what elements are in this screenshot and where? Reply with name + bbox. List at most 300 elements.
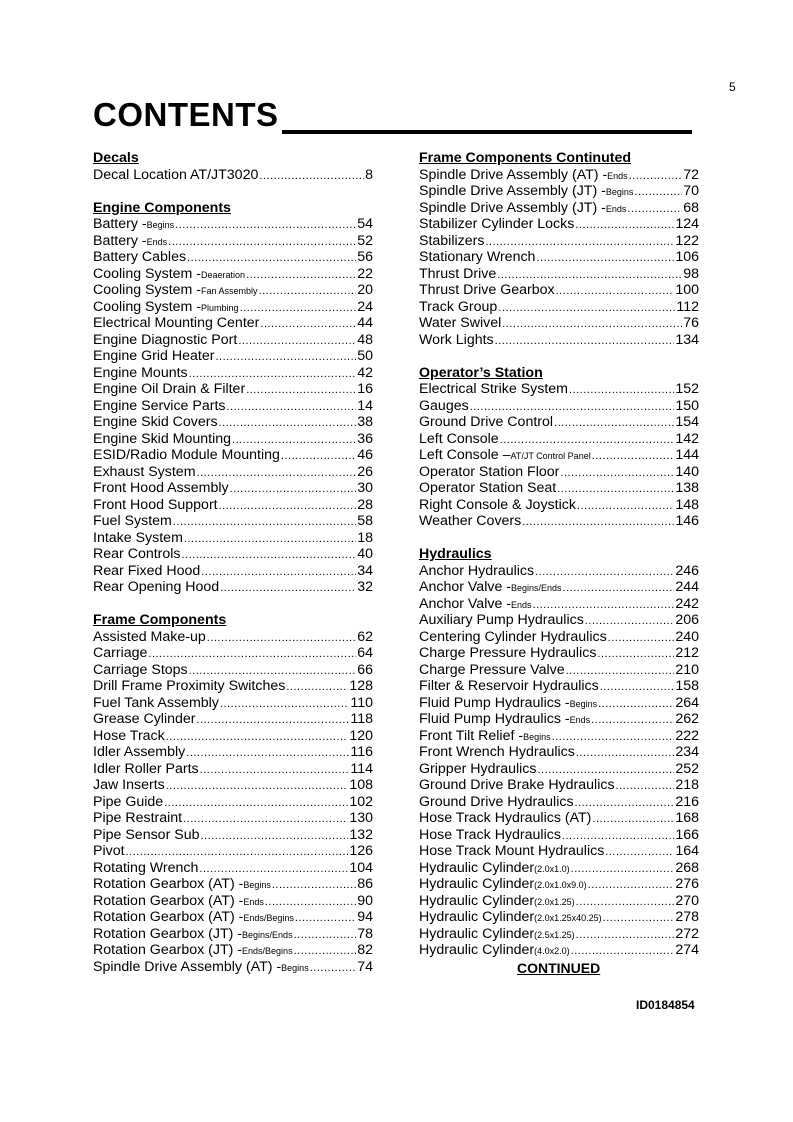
dot-leader	[533, 597, 675, 614]
toc-entry[interactable]	[419, 315, 699, 332]
toc-entry[interactable]	[419, 596, 699, 613]
page-title: CONTENTS	[93, 96, 279, 133]
entry-title: Rotation Gearbox (JT) -	[93, 925, 243, 942]
toc-entry[interactable]	[93, 348, 373, 365]
dot-leader	[498, 300, 675, 317]
toc-entry[interactable]	[419, 183, 699, 200]
entry-page-number: 222	[675, 727, 699, 744]
entry-page-number: 110	[350, 694, 373, 711]
toc-entry[interactable]	[93, 513, 373, 530]
dot-leader	[259, 168, 364, 185]
dot-leader	[310, 960, 357, 977]
continued-label: CONTINUED	[517, 960, 601, 976]
toc-entry[interactable]	[93, 299, 373, 316]
entry-qualifier: Ends	[511, 599, 532, 610]
toc-section	[93, 200, 373, 596]
dot-leader	[571, 861, 675, 878]
entry-page-number: 244	[675, 579, 699, 595]
dot-leader	[495, 333, 675, 350]
entry-qualifier: (2.0x1.25x40.25)	[534, 913, 602, 923]
entry-title: Thrust Drive Gearbox	[419, 282, 555, 298]
entry-title: Fluid Pump Hydraulics -	[419, 694, 570, 711]
toc-entry[interactable]	[419, 761, 699, 778]
toc-entry[interactable]	[419, 398, 699, 415]
entry-page-number: 134	[675, 331, 699, 348]
entry-page-number: 246	[675, 562, 699, 579]
toc-entry[interactable]	[93, 546, 373, 563]
toc-entry[interactable]	[93, 464, 373, 481]
entry-title: Track Group	[419, 298, 498, 315]
entry-page-number: 72	[683, 166, 699, 183]
toc-entry[interactable]	[419, 612, 699, 629]
entry-title: Drill Frame Proximity Switches	[93, 678, 286, 694]
entry-title: Stabilizer Cylinder Locks	[419, 216, 575, 232]
entry-title: Pipe Guide	[93, 793, 164, 810]
dot-leader	[166, 729, 349, 746]
toc-entry[interactable]	[93, 761, 373, 778]
entry-page-number: 16	[357, 381, 373, 397]
toc-entry[interactable]	[93, 216, 373, 233]
entry-title: Weather Covers	[419, 513, 522, 529]
toc-entry[interactable]	[93, 282, 373, 299]
toc-entry[interactable]	[93, 942, 373, 959]
dot-leader	[126, 844, 349, 861]
toc-entry[interactable]	[419, 909, 699, 926]
dot-leader	[576, 745, 674, 762]
dot-leader	[629, 168, 683, 185]
entry-title: Stabilizers	[419, 232, 485, 249]
entry-title: Left Console	[419, 430, 499, 447]
toc-entry[interactable]	[93, 414, 373, 431]
entry-page-number: 142	[675, 430, 699, 447]
toc-entry[interactable]	[419, 563, 699, 580]
entry-page-number: 114	[350, 760, 373, 777]
entry-page-number: 242	[675, 595, 699, 612]
entry-title: Assisted Make-up	[93, 628, 206, 645]
entry-title: Engine Service Parts	[93, 397, 226, 414]
dot-leader	[566, 663, 675, 680]
entry-title: Engine Skid Covers	[93, 414, 218, 430]
dot-leader	[207, 630, 356, 647]
entry-qualifier: Plumbing	[201, 302, 239, 313]
dot-leader	[184, 531, 356, 548]
entry-page-number: 52	[357, 232, 373, 249]
dot-leader	[286, 679, 348, 696]
entry-page-number: 138	[675, 480, 699, 496]
entry-title: Rotating Wrench	[93, 859, 199, 876]
entry-page-number: 164	[675, 843, 699, 859]
entry-title: Hydraulic Cylinder	[419, 876, 535, 892]
entry-page-number: 274	[675, 942, 699, 958]
entry-page-number: 54	[357, 216, 373, 232]
entry-page-number: 98	[683, 265, 699, 282]
entry-title: Front Hood Assembly	[93, 480, 229, 496]
toc-entry[interactable]	[93, 167, 373, 184]
entry-qualifier: Ends	[569, 715, 591, 725]
entry-title: ESID/Radio Module Mounting	[93, 447, 280, 463]
entry-page-number: 56	[357, 249, 373, 265]
toc-entry[interactable]	[93, 794, 373, 811]
entry-page-number: 218	[675, 777, 699, 793]
dot-leader	[600, 679, 675, 696]
toc-entry[interactable]	[93, 645, 373, 662]
entry-page-number: 74	[357, 958, 373, 975]
entry-title: Fuel System	[93, 513, 172, 529]
dot-leader	[497, 267, 682, 284]
toc-entry[interactable]	[419, 645, 699, 662]
dot-leader	[189, 366, 357, 383]
toc-entry[interactable]	[419, 942, 699, 959]
dot-leader	[182, 547, 357, 564]
entry-title: Operator Station Seat	[419, 480, 557, 496]
dot-leader	[272, 877, 356, 894]
entry-title: Left Console –	[419, 447, 511, 463]
entry-page-number: 50	[357, 348, 373, 364]
entry-title: Idler Roller Parts	[93, 760, 199, 777]
toc-entry[interactable]	[93, 909, 373, 926]
toc-entry[interactable]	[93, 959, 373, 976]
toc-entry[interactable]	[419, 860, 699, 877]
entry-page-number: 102	[349, 793, 373, 810]
dot-leader	[563, 580, 675, 597]
entry-title: Engine Grid Heater	[93, 348, 215, 364]
entry-page-number: 30	[357, 480, 373, 496]
entry-qualifier: (4.0x2.0)	[534, 946, 570, 956]
dot-leader	[591, 712, 674, 729]
toc-entry[interactable]	[419, 332, 699, 349]
toc-entry[interactable]	[419, 893, 699, 910]
entry-page-number: 108	[349, 777, 373, 793]
entry-title: Front Wrench Hydraulics	[419, 744, 575, 760]
dot-leader	[485, 234, 674, 251]
entry-page-number: 68	[683, 199, 699, 216]
entry-title: Front Tilt Relief -	[419, 727, 524, 744]
toc-entry[interactable]	[93, 480, 373, 497]
dot-leader	[556, 283, 675, 300]
entry-title: Electrical Mounting Center	[93, 315, 260, 331]
toc-entry[interactable]	[93, 398, 373, 415]
toc-entry[interactable]	[93, 876, 373, 893]
dot-leader	[238, 333, 356, 350]
entry-title: Spindle Drive Assembly (JT) -	[419, 183, 606, 199]
entry-page-number: 158	[675, 678, 699, 694]
entry-title: Front Hood Support	[93, 496, 218, 513]
entry-page-number: 38	[357, 414, 373, 430]
entry-page-number: 70	[683, 183, 699, 199]
entry-qualifier: Begins/Ends	[242, 929, 293, 940]
dot-leader	[259, 283, 357, 300]
entry-page-number: 122	[675, 232, 699, 249]
toc-entry[interactable]	[419, 728, 699, 745]
entry-page-number: 264	[675, 694, 699, 711]
entry-page-number: 24	[357, 298, 373, 315]
toc-entry[interactable]	[93, 860, 373, 877]
toc-entry[interactable]	[419, 695, 699, 712]
dot-leader	[560, 465, 674, 482]
toc-entry[interactable]	[419, 777, 699, 794]
entry-qualifier: Deaeration	[201, 269, 246, 280]
toc-section	[93, 612, 373, 975]
dot-leader	[168, 234, 356, 251]
entry-title: Engine Mounts	[93, 364, 188, 381]
toc-entry[interactable]	[93, 678, 373, 695]
dot-leader	[294, 927, 357, 944]
entry-page-number: 270	[675, 892, 699, 909]
entry-title: Rear Controls	[93, 546, 181, 562]
entry-title: Cooling System -	[93, 265, 202, 282]
entry-page-number: 166	[675, 826, 699, 843]
toc-entry[interactable]	[419, 282, 699, 299]
toc-entry[interactable]	[93, 695, 373, 712]
toc-entry[interactable]	[93, 662, 373, 679]
dot-leader	[535, 564, 674, 581]
dot-leader	[585, 613, 675, 630]
entry-title: Pipe Restraint	[93, 810, 183, 826]
toc-entry[interactable]	[93, 530, 373, 547]
entry-qualifier: Begins	[523, 731, 551, 742]
entry-title: Rotation Gearbox (JT) -	[93, 942, 243, 958]
dot-leader	[186, 745, 349, 762]
toc-entry[interactable]	[419, 497, 699, 514]
entry-title: Hose Track Mount Hydraulics	[419, 843, 605, 859]
toc-section	[93, 150, 373, 183]
entry-title: Gauges	[419, 397, 469, 414]
toc-entry[interactable]	[419, 926, 699, 943]
entry-title: Spindle Drive Assembly (AT) -	[419, 166, 608, 183]
entry-qualifier: Begins	[243, 880, 271, 890]
dot-leader	[575, 795, 675, 812]
entry-title: Charge Pressure Hydraulics	[419, 645, 597, 661]
toc-entry[interactable]	[419, 266, 699, 283]
dot-leader	[148, 646, 356, 663]
entry-title: Anchor Hydraulics	[419, 562, 535, 579]
entry-page-number: 118	[350, 711, 373, 727]
entry-qualifier: Ends	[146, 236, 168, 247]
entry-title: Operator Station Floor	[419, 463, 560, 480]
dot-leader	[230, 481, 357, 498]
entry-page-number: 268	[675, 859, 699, 876]
toc-entry[interactable]	[93, 497, 373, 514]
dot-leader	[200, 828, 348, 845]
entry-page-number: 240	[675, 628, 699, 645]
entry-title: Rear Fixed Hood	[93, 562, 201, 579]
toc-entry[interactable]	[93, 711, 373, 728]
entry-title: Spindle Drive Assembly (AT) -	[93, 958, 282, 975]
entry-title: Filter & Reservoir Hydraulics	[419, 678, 599, 694]
entry-title: Rotation Gearbox (AT) -	[93, 892, 244, 909]
entry-page-number: 36	[357, 430, 373, 447]
entry-title: Stationary Wrench	[419, 249, 536, 265]
toc-entry[interactable]	[93, 365, 373, 382]
toc-entry[interactable]	[93, 893, 373, 910]
toc-entry[interactable]	[419, 843, 699, 860]
toc-entry[interactable]	[419, 662, 699, 679]
entry-page-number: 262	[675, 711, 699, 727]
entry-title: Ground Drive Brake Hydraulics	[419, 777, 615, 793]
entry-page-number: 128	[349, 678, 373, 694]
entry-page-number: 20	[357, 282, 373, 298]
dot-leader	[281, 448, 356, 465]
toc-entry[interactable]	[93, 777, 373, 794]
dot-leader	[240, 300, 357, 317]
entry-page-number: 26	[357, 463, 373, 480]
toc-entry[interactable]	[419, 827, 699, 844]
toc-entry[interactable]	[93, 926, 373, 943]
entry-page-number: 34	[357, 562, 373, 579]
dot-leader	[183, 811, 348, 828]
toc-entry[interactable]	[419, 579, 699, 596]
dot-leader	[187, 250, 356, 267]
entry-page-number: 44	[357, 315, 373, 331]
entry-page-number: 100	[675, 282, 699, 298]
toc-entry[interactable]	[419, 381, 699, 398]
entry-qualifier: Ends/Begins	[243, 913, 294, 923]
page-number: 5	[729, 80, 736, 94]
entry-title: Battery -	[93, 216, 147, 232]
toc-entry[interactable]	[419, 447, 699, 464]
toc-entry[interactable]	[419, 744, 699, 761]
toc-entry[interactable]	[419, 200, 699, 217]
toc-entry[interactable]	[419, 464, 699, 481]
entry-title: Pipe Sensor Sub	[93, 826, 200, 843]
toc-entry[interactable]	[93, 249, 373, 266]
entry-page-number: 48	[357, 331, 373, 348]
toc-entry[interactable]	[419, 678, 699, 695]
entry-qualifier: Begins	[605, 187, 634, 197]
entry-page-number: 216	[675, 793, 699, 810]
entry-title: Grease Cylinder	[93, 711, 196, 727]
dot-leader	[294, 943, 357, 960]
dot-leader	[557, 481, 674, 498]
dot-leader	[569, 382, 674, 399]
dot-leader	[226, 399, 356, 416]
toc-entry[interactable]	[419, 876, 699, 893]
toc-section	[419, 365, 699, 530]
toc-entry[interactable]	[419, 810, 699, 827]
entry-page-number: 18	[357, 529, 373, 546]
toc-entry[interactable]	[93, 728, 373, 745]
toc-entry[interactable]	[419, 414, 699, 431]
dot-leader	[219, 415, 357, 432]
entry-page-number: 154	[675, 414, 699, 430]
toc-entry[interactable]	[419, 216, 699, 233]
dot-leader	[502, 316, 682, 333]
toc-entry[interactable]	[93, 629, 373, 646]
dot-leader	[246, 267, 356, 284]
toc-entry[interactable]	[93, 233, 373, 250]
toc-entry[interactable]	[93, 431, 373, 448]
entry-title: Carriage	[93, 645, 148, 661]
toc-entry[interactable]	[93, 381, 373, 398]
dot-leader	[603, 910, 675, 927]
entry-title: Hose Track	[93, 727, 165, 744]
entry-title: Hydraulic Cylinder	[419, 909, 535, 925]
toc-entry[interactable]	[93, 827, 373, 844]
toc-entry[interactable]	[419, 513, 699, 530]
entry-page-number: 8	[365, 166, 373, 183]
dot-leader	[608, 630, 675, 647]
entry-title: Fuel Tank Assembly	[93, 694, 219, 711]
toc-entry[interactable]	[419, 249, 699, 266]
entry-title: Carriage Stops	[93, 661, 188, 678]
dot-leader	[260, 316, 356, 333]
entry-page-number: 94	[357, 909, 373, 925]
entry-title: Hose Track Hydraulics (AT)	[419, 810, 592, 826]
section-heading: Decals	[93, 150, 139, 166]
entry-title: Hose Track Hydraulics	[419, 826, 561, 843]
toc-entry[interactable]	[93, 843, 373, 860]
entry-page-number: 124	[675, 216, 699, 232]
toc-entry[interactable]	[419, 794, 699, 811]
section-heading: Frame Components	[93, 612, 227, 628]
toc-entry[interactable]	[419, 233, 699, 250]
entry-page-number: 152	[675, 381, 699, 397]
entry-page-number: 90	[357, 892, 373, 909]
toc-entry[interactable]	[93, 332, 373, 349]
entry-qualifier: Ends	[243, 896, 264, 907]
entry-page-number: 210	[675, 661, 699, 678]
entry-page-number: 212	[675, 645, 699, 661]
dot-leader	[592, 811, 674, 828]
entry-page-number: 144	[675, 447, 699, 463]
toc-entry[interactable]	[419, 167, 699, 184]
entry-qualifier: Begins	[569, 698, 598, 709]
toc-entry[interactable]	[93, 266, 373, 283]
entry-page-number: 120	[349, 727, 373, 744]
dot-leader	[197, 712, 350, 729]
dot-leader	[571, 943, 675, 960]
toc-entry[interactable]	[419, 480, 699, 497]
entry-page-number: 86	[357, 876, 373, 892]
dot-leader	[175, 217, 356, 234]
entry-title: Battery Cables	[93, 249, 187, 265]
dot-leader	[627, 201, 682, 218]
entry-page-number: 132	[349, 826, 373, 843]
entry-qualifier: Ends	[605, 203, 627, 214]
toc-entry[interactable]	[93, 810, 373, 827]
entry-title: Jaw Inserts	[93, 777, 165, 793]
entry-page-number: 14	[357, 397, 373, 414]
entry-title: Rotation Gearbox (AT) -	[93, 876, 244, 892]
dot-leader	[575, 217, 674, 234]
dot-leader	[522, 514, 674, 531]
section-heading: Hydraulics	[419, 546, 492, 562]
dot-leader	[597, 646, 674, 663]
toc-entry[interactable]	[93, 563, 373, 580]
toc-entry[interactable]	[93, 447, 373, 464]
entry-title: Engine Diagnostic Port	[93, 331, 238, 348]
toc-entry[interactable]	[419, 299, 699, 316]
toc-entry[interactable]	[93, 579, 373, 596]
entry-qualifier: AT/JT Control Panel	[510, 451, 591, 461]
toc-entry[interactable]	[419, 711, 699, 728]
section-heading: Operator’s Station	[419, 364, 543, 381]
entry-page-number: 58	[357, 513, 373, 529]
entry-title: Engine Oil Drain & Filter	[93, 381, 246, 397]
toc-entry[interactable]	[93, 315, 373, 332]
toc-section	[419, 546, 699, 959]
entry-title: Rear Opening Hood	[93, 579, 220, 595]
dot-leader	[197, 465, 357, 482]
dot-leader	[199, 861, 348, 878]
entry-page-number: 66	[357, 661, 373, 678]
dot-leader	[562, 828, 674, 845]
entry-page-number: 32	[357, 579, 373, 595]
toc-entry[interactable]	[419, 431, 699, 448]
toc-entry[interactable]	[93, 744, 373, 761]
dot-leader	[616, 778, 675, 795]
toc-entry[interactable]	[419, 629, 699, 646]
